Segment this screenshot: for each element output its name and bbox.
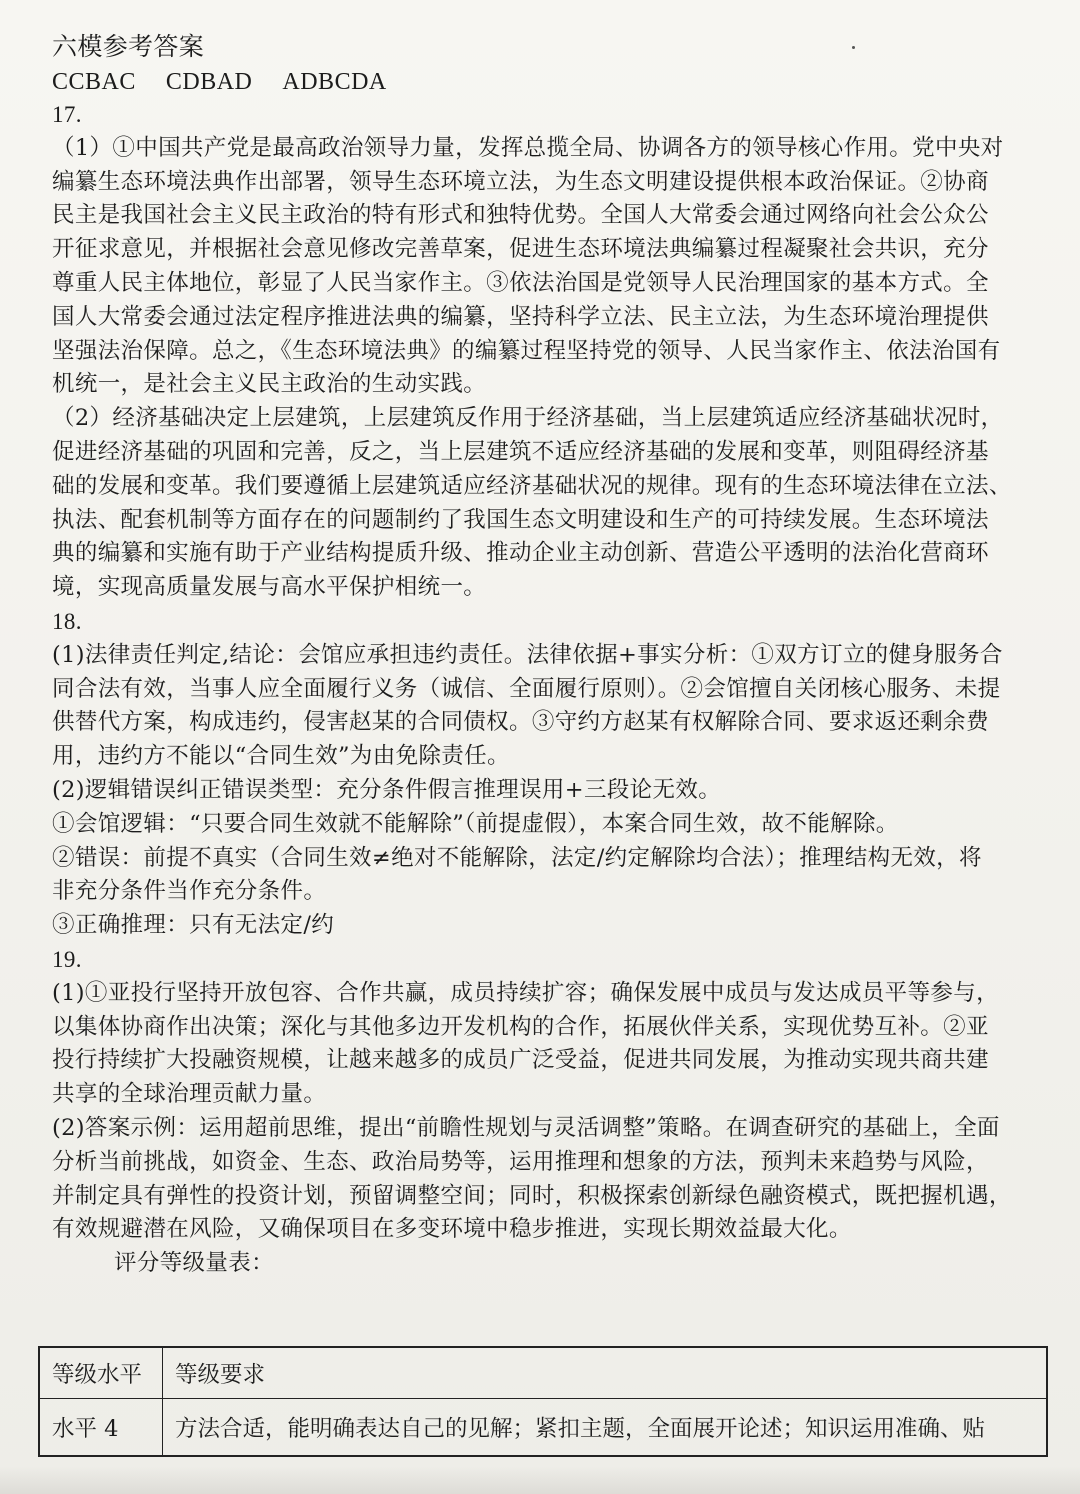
page-bottom-shadow (0, 1466, 1080, 1494)
paragraph-line: ③正确推理：只有无法定/约 (52, 912, 335, 939)
answer-key-content (52, 28, 1052, 1281)
paragraph-line: 境，实现高质量发展与高水平保护相统一。 (52, 574, 487, 601)
paragraph-line: 尊重人民主体地位，彰显了人民当家作主。③依法治国是党领导人民治理国家的基本方式。全 (52, 269, 989, 296)
paragraph-line: 典的编纂和实施有助于产业结构提质升级、推动企业主动创新、营造公平透明的法治化营商环 (52, 540, 989, 567)
paragraph-line: 编纂生态环境法典作出部署，领导生态环境立法，为生态文明建设提供根本政治保证。②协商 (52, 168, 989, 195)
question-17-part-1 (52, 132, 1052, 402)
paragraph-line: (1)①亚投行坚持开放包容、合作共赢，成员持续扩容；确保发展中成员与发达成员平等参与， (52, 979, 999, 1006)
rubric-header-level: 等级水平 (39, 1347, 163, 1399)
paragraph-line: 投行持续扩大投融资规模，让越来越多的成员广泛受益，促进共同发展，为推动实现共商共建 (52, 1047, 989, 1074)
paragraph-line: 有效规避潜在风险，又确保项目在多变环境中稳步推进，实现长期效益最大化。 (52, 1216, 852, 1243)
paragraph-line: (2)答案示例：运用超前思维，提出“前瞻性规划与灵活调整”策略。在调查研究的基础上，全面 (52, 1114, 1000, 1141)
paragraph-line: ②错误：前提不真实（合同生效≠绝对不能解除，法定/约定解除均合法）；推理结构无效，将 (52, 844, 982, 871)
paragraph-line: 共享的全球治理贡献力量。 (52, 1081, 327, 1108)
paragraph-line: 机统一，是社会主义民主政治的生动实践。 (52, 371, 487, 398)
paragraph-line: 用，违约方不能以“合同生效”为由免除责任。 (52, 743, 510, 770)
paragraph-line: (2)逻辑错误纠正错误类型：充分条件假言推理误用+三段论无效。 (52, 776, 722, 803)
paragraph-line: 开征求意见，并根据社会意见修改完善草案，促进生态环境法典编纂过程凝聚社会共识，充分 (52, 236, 989, 263)
multiple-choice-answers (52, 66, 1052, 98)
paragraph-line: 民主是我国社会主义民主政治的特有形式和独特优势。全国人大常委会通过网络向社会公众公 (52, 202, 989, 229)
paragraph-line: 坚强法治保障。总之，《生态环境法典》的编纂过程坚持党的领导、人民当家作主、依法治国有 (52, 337, 1001, 364)
paragraph-line: 分析当前挑战，如资金、生态、政治局势等，运用推理和想象的方法，预判未来趋势与风险， (52, 1148, 989, 1175)
paragraph-line: 并制定具有弹性的投资计划，预留调整空间；同时，积极探索创新绿色融资模式，既把握机遇， (52, 1182, 1012, 1209)
question-19-part-1 (52, 977, 1052, 1112)
paragraph-line: （2）经济基础决定上层建筑，上层建筑反作用于经济基础，当上层建筑适应经济基础状况时， (52, 405, 1004, 432)
answer-group-2: CDBAD (165, 69, 253, 95)
question-18-number: 18. (52, 608, 82, 634)
rubric-level-cell: 水平 4 (39, 1399, 163, 1457)
paragraph-line: 以集体协商作出决策；深化与其他多边开发机构的合作，拓展伙伴关系，实现优势互补。②亚 (52, 1013, 989, 1040)
table-row (39, 1399, 1047, 1457)
question-19-number: 19. (52, 946, 82, 972)
rubric-caption: 评分等级量表： (114, 1250, 274, 1277)
answer-group-3: ADBCDA (282, 69, 387, 95)
question-18-part-2 (52, 774, 1052, 943)
question-18-part-1 (52, 639, 1052, 774)
paragraph-line: （1）①中国共产党是最高政治领导力量，发挥总揽全局、协调各方的领导核心作用。党中央对 (52, 134, 1004, 161)
rubric-header-requirement: 等级要求 (163, 1347, 1048, 1399)
rubric-header-row (39, 1347, 1047, 1399)
paragraph-line: 促进经济基础的巩固和完善，反之，当上层建筑不适应经济基础的发展和变革，则阻碍经济基 (52, 438, 989, 465)
paragraph-line: 础的发展和变革。我们要遵循上层建筑适应经济基础状况的规律。现有的生态环境法律在立法、 (52, 472, 1012, 499)
answer-group-1: CCBAC (52, 69, 136, 95)
paragraph-line: 供替代方案，构成违约，侵害赵某的合同债权。③守约方赵某有权解除合同、要求返还剩余费 (52, 709, 989, 736)
paragraph-line: 国人大常委会通过法定程序推进法典的编纂，坚持科学立法、民主立法，为生态环境治理提供 (52, 303, 989, 330)
paragraph-line: 非充分条件当作充分条件。 (52, 878, 327, 905)
rubric-requirement-cell: 方法合适，能明确表达自己的见解；紧扣主题，全面展开论述；知识运用准确、贴 (163, 1399, 1048, 1457)
page-title: 六模参考答案 (52, 32, 205, 61)
question-17-number: 17. (52, 102, 82, 127)
question-19-part-2 (52, 1112, 1052, 1247)
paragraph-line: 执法、配套机制等方面存在的问题制约了我国生态文明建设和生产的可持续发展。生态环境法 (52, 506, 989, 533)
question-17-part-2 (52, 402, 1052, 605)
paragraph-line: ①会馆逻辑：“只要合同生效就不能解除”（前提虚假），本案合同生效，故不能解除。 (52, 810, 899, 837)
paragraph-line: (1)法律责任判定,结论：会馆应承担违约责任。法律依据+事实分析：①双方订立的健身服务合 (52, 641, 1003, 668)
paragraph-line: 同合法有效，当事人应全面履行义务（诚信、全面履行原则）。②会馆擅自关闭核心服务、未提 (52, 675, 1001, 702)
rubric-table (38, 1346, 1048, 1457)
